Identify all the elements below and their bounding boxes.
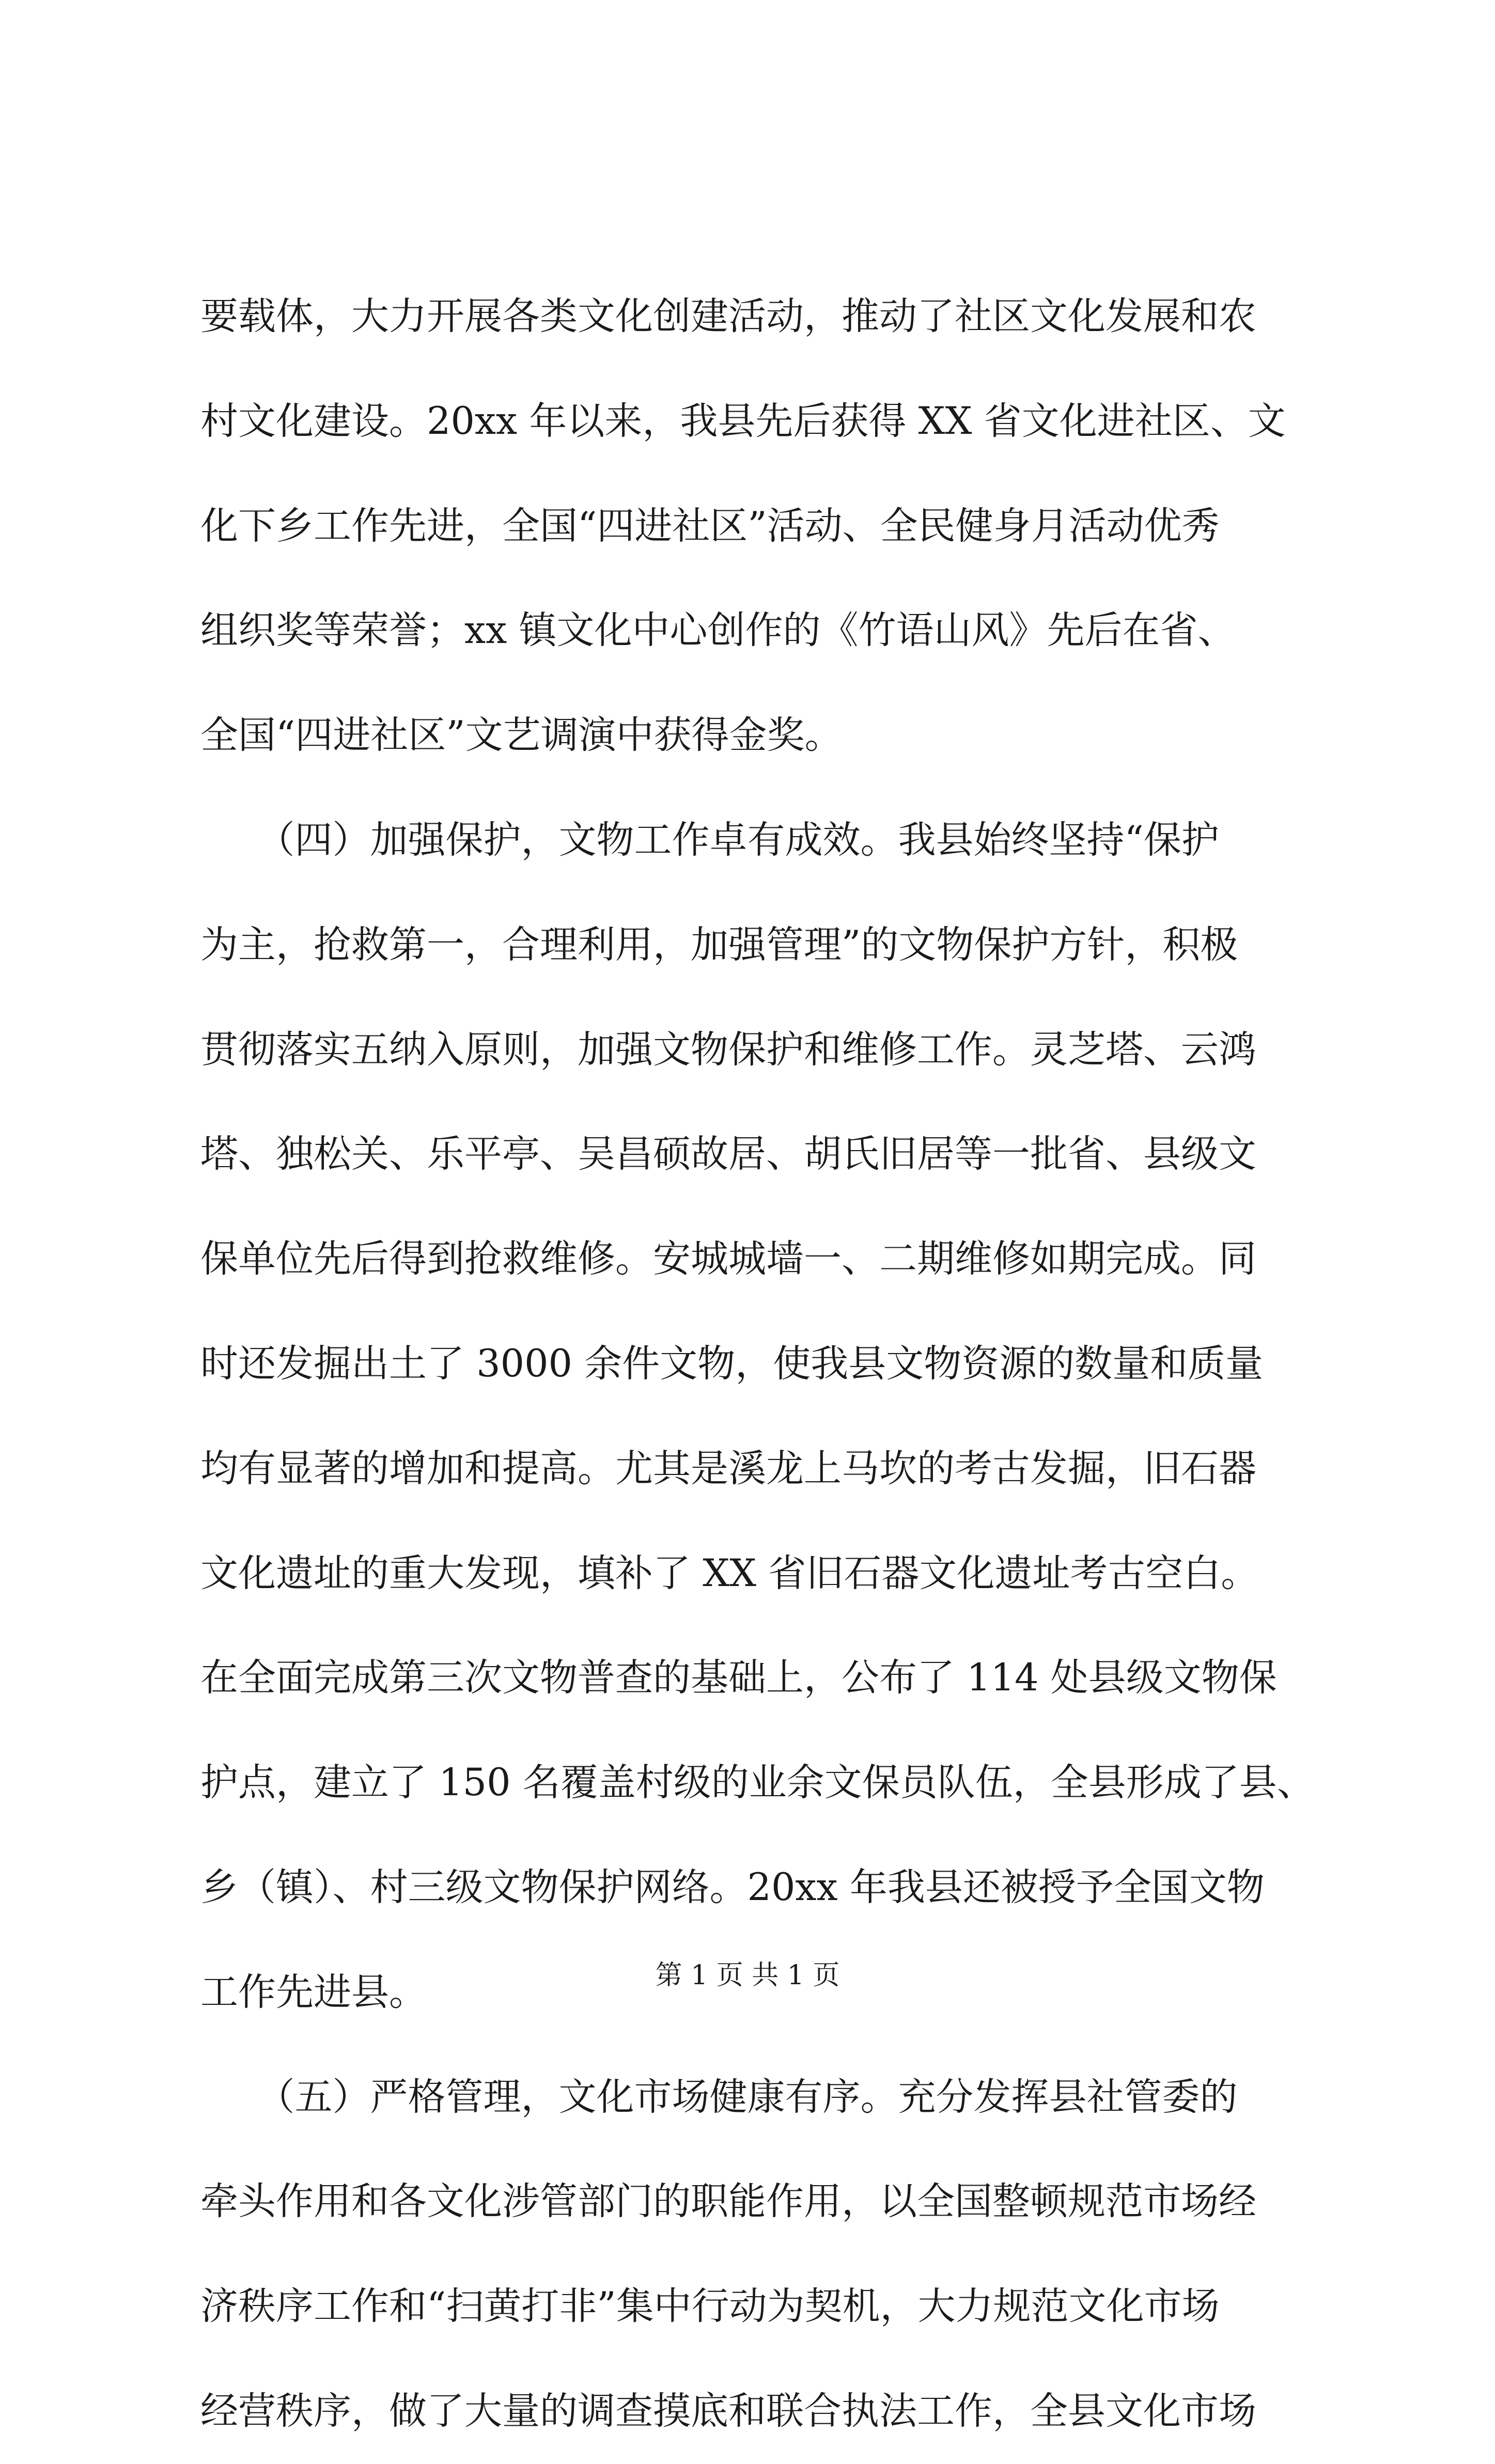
text-line: 工作先进县。: [200, 1970, 427, 2014]
text-line: 济秩序工作和“扫黄打非”集中行动为契机，大力规范文化市场: [200, 2284, 1220, 2329]
text-line: 村文化建设。20xx 年以来，我县先后获得 XX 省文化进社区、文: [200, 399, 1286, 443]
text-line: 经营秩序，做了大量的调查摸底和联合执法工作，全县文化市场: [200, 2389, 1256, 2433]
text-line: 文化遗址的重大发现，填补了 XX 省旧石器文化遗址考古空白。: [200, 1551, 1259, 1595]
text-line: 组织奖等荣誉；xx 镇文化中心创作的《竹语山风》先后在省、: [200, 608, 1236, 653]
text-line: 乡（镇）、村三级文物保护网络。20xx 年我县还被授予全国文物: [200, 1865, 1265, 1909]
text-line: 化下乡工作先进，全国“四进社区”活动、全民健身月活动优秀: [200, 504, 1220, 548]
text-line: 贯彻落实五纳入原则，加强文物保护和维修工作。灵芝塔、云鸿: [200, 1027, 1256, 1072]
body-text: [200, 264, 1315, 2464]
text-line: 保单位先后得到抢救维修。安城城墙一、二期维修如期完成。同: [200, 1237, 1256, 1281]
text-line: 牵头作用和各文化涉管部门的职能作用，以全国整顿规范市场经: [200, 2179, 1256, 2224]
paragraph-five-heading-line: （五）严格管理，文化市场健康有序。充分发挥县社管委的: [200, 2075, 1238, 2119]
paragraph-four-heading-line: （四）加强保护，文物工作卓有成效。我县始终坚持“保护: [200, 818, 1219, 862]
text-line: 均有显著的增加和提高。尤其是溪龙上马坎的考古发掘，旧石器: [200, 1446, 1256, 1490]
page-number-footer: 第 1 页 共 1 页: [655, 1960, 840, 1991]
text-line: 塔、独松关、乐平亭、吴昌硕故居、胡氏旧居等一批省、县级文: [200, 1132, 1256, 1176]
text-line: 全国“四进社区”文艺调演中获得金奖。: [200, 713, 843, 758]
text-line: 要载体，大力开展各类文化创建活动，推动了社区文化发展和农: [200, 294, 1256, 338]
text-line: 时还发掘出土了 3000 余件文物，使我县文物资源的数量和质量: [200, 1341, 1264, 1386]
text-line: 在全面完成第三次文物普查的基础上，公布了 114 处县级文物保: [200, 1656, 1277, 1700]
text-line: 护点，建立了 150 名覆盖村级的业余文保员队伍，全县形成了县、: [200, 1761, 1315, 1805]
text-line: 为主，抢救第一，合理利用，加强管理”的文物保护方针，积极: [200, 922, 1238, 967]
